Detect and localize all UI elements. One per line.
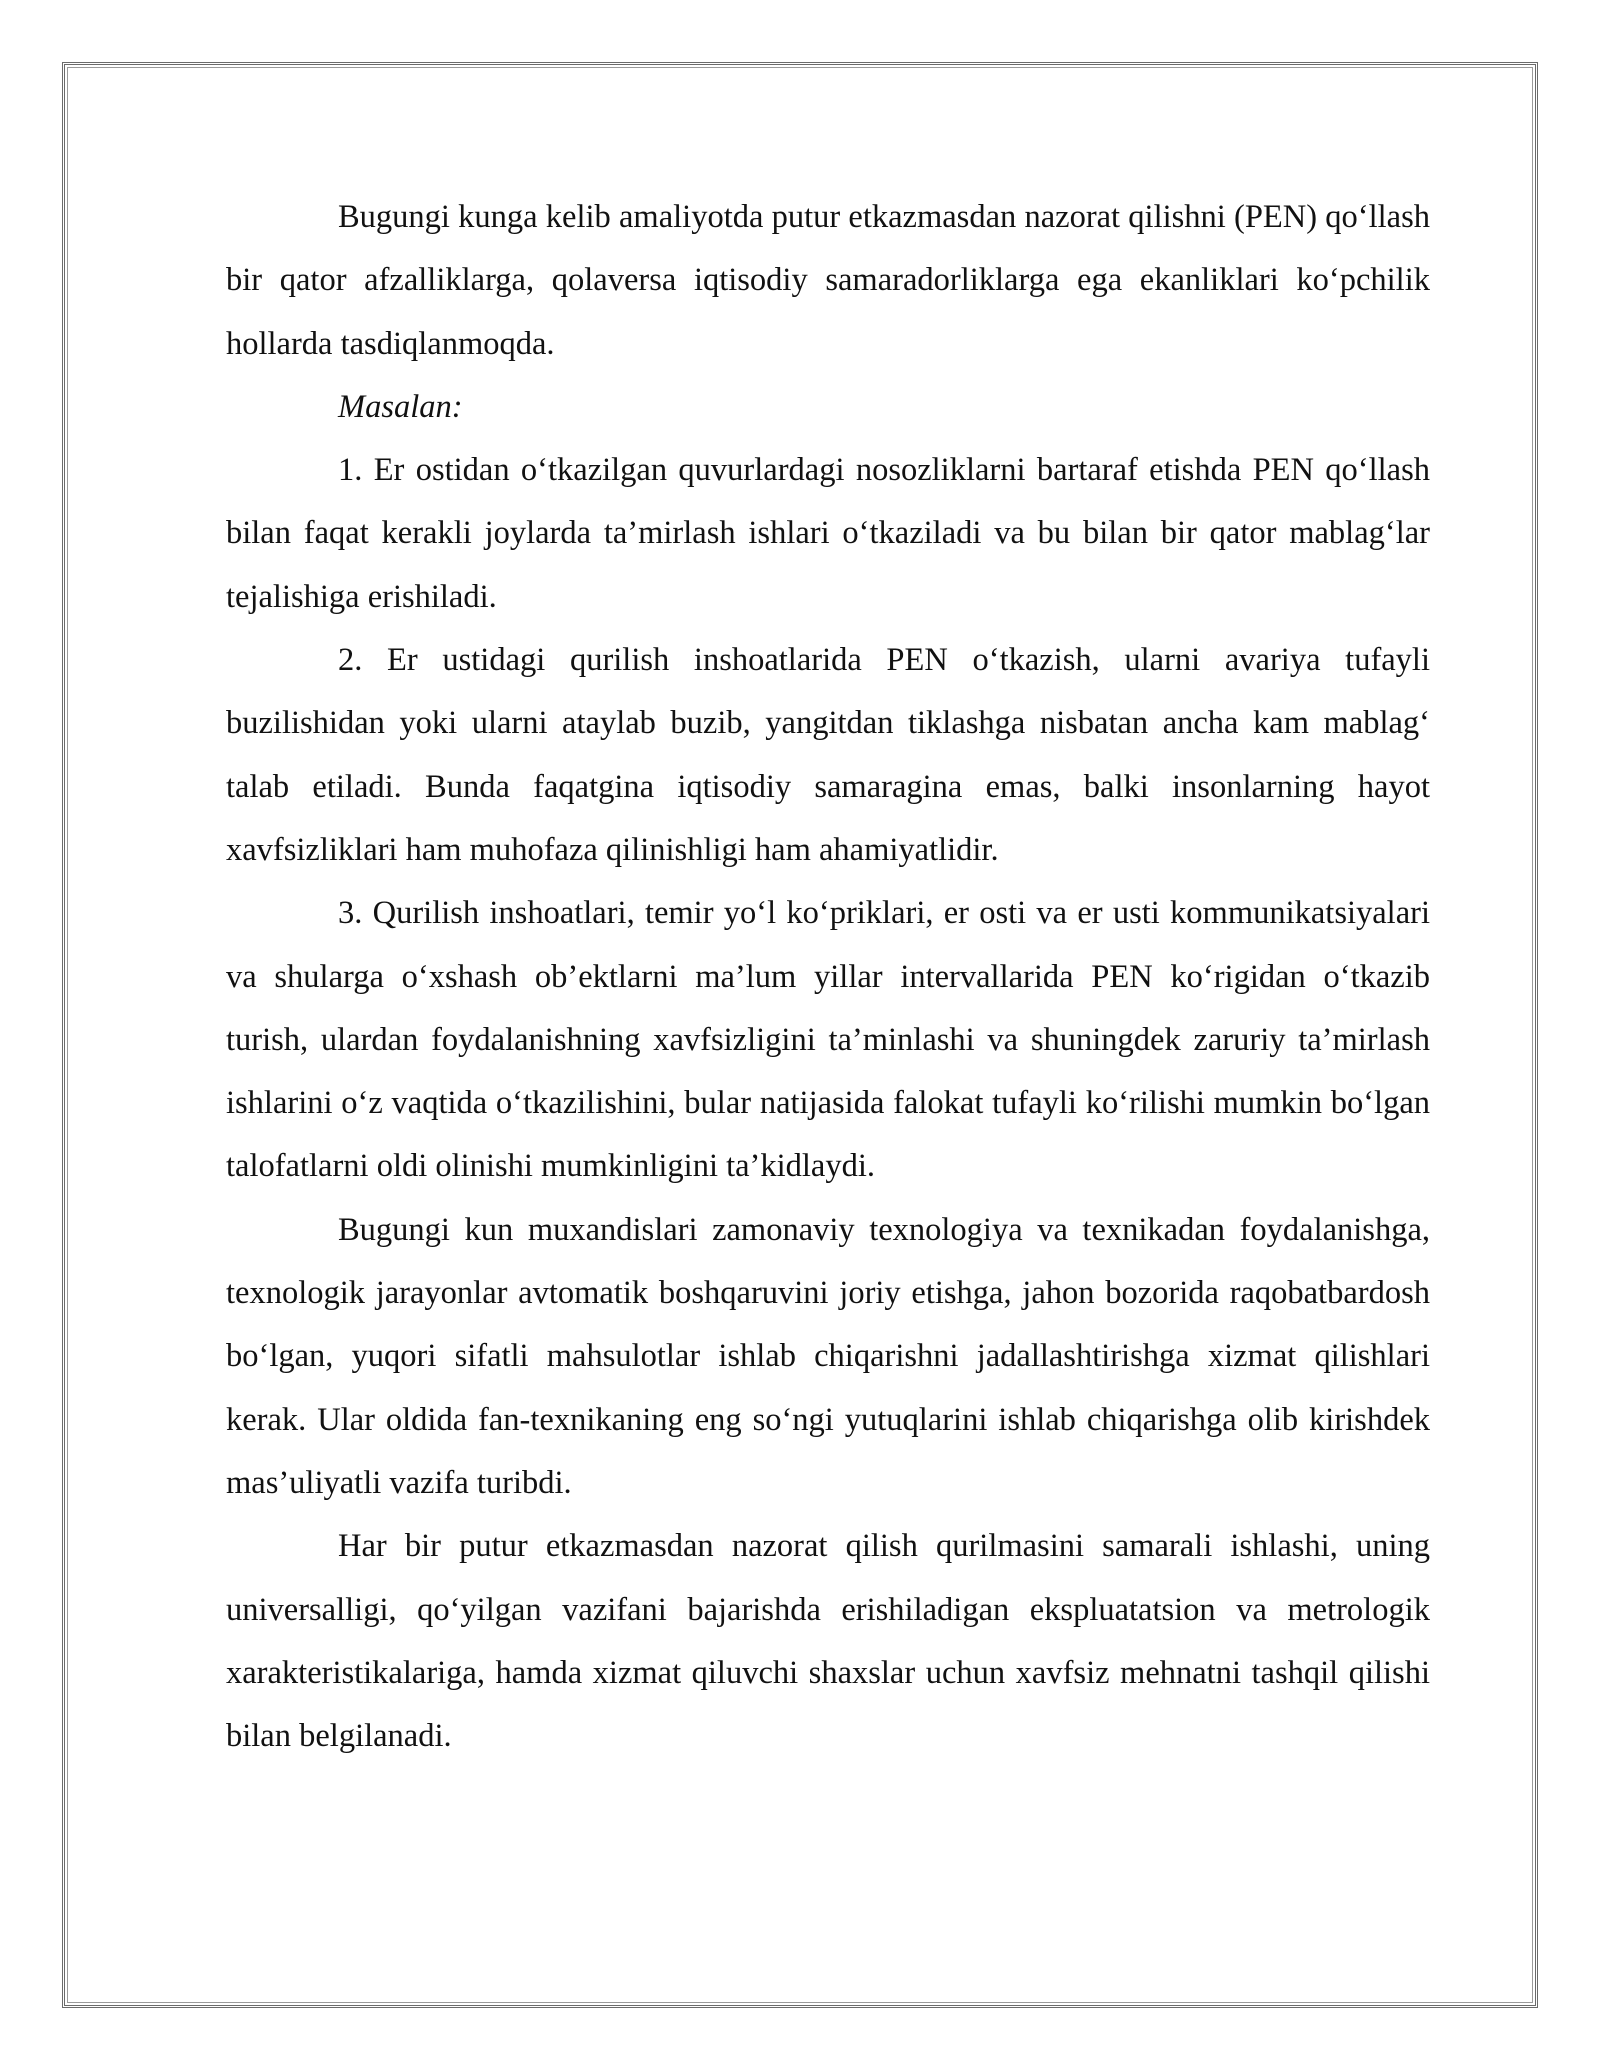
paragraph-conclusion: Har bir putur etkazmasdan nazorat qilish qurilmasini samarali ishlashi, uning universalligi, qo‘yilgan vazifani bajarishda erishiladigan ekspluatatsion va metrologik xarakteristikalariga, hamda xizmat qiluvchi shaxslar uchun xavfsiz mehnatni tashqil qilishi bilan belgilanadi. [226, 1528, 1430, 1755]
paragraph-item-2: 2. Er ustidagi qurilish inshoatlarida PEN o‘tkazish, ularni avariya tufayli buzilishidan yoki ularni ataylab buzib, yangitdan tiklashga nisbatan ancha kam mablag‘ talab etiladi. Bunda faqatgina iqtisodiy samaragina emas, balki insonlarning hayot xavfsizliklari ham muhofaza qilinishligi ham ahamiyatlidir. [226, 642, 1430, 868]
paragraph-intro: Bugungi kunga kelib amaliyotda putur etkazmasdan nazorat qilishni (PEN) qo‘llash bir qator afzalliklarga, qolaversa iqtisodiy samaradorliklarga ega ekanliklari ko‘pchilik hollarda tasdiqlanmoqda. [226, 199, 1430, 362]
document-body [226, 186, 1430, 1768]
paragraph-item-1: 1. Er ostidan o‘tkazilgan quvurlardagi nosozliklarni bartaraf etishda PEN qo‘llash bilan faqat kerakli joylarda ta’mirlash ishlari o‘tkaziladi va bu bilan bir qator mablag‘lar tejalishiga erishiladi. [226, 452, 1430, 615]
paragraph-example-heading: Masalan: [338, 388, 463, 425]
paragraph-engineers: Bugungi kun muxandislari zamonaviy texnologiya va texnikadan foydalanishga, texnologik jarayonlar avtomatik boshqaruvini joriy etishga, jahon bozorida raqobatbardosh bo‘lgan, yuqori sifatli mahsulotlar ishlab chiqarishni jadallashtirishga xizmat qilishlari kerak. Ular oldida fan-texnikaning eng so‘ngi yutuqlarini ishlab chiqarishga olib kirishdek mas’uliyatli vazifa turibdi. [226, 1211, 1430, 1501]
paragraph-item-3: 3. Qurilish inshoatlari, temir yo‘l ko‘priklari, er osti va er usti kommunikatsiyalari va shularga o‘xshash ob’ektlarni ma’lum yillar intervallarida PEN ko‘rigidan o‘tkazib turish, ulardan foydalanishning xavfsizligini ta’minlashi va shuningdek zaruriy ta’mirlash ishlarini o‘z vaqtida o‘tkazilishini, bular natijasida falokat tufayli ko‘rilishi mumkin bo‘lgan talofatlarni oldi olinishi mumkinligini ta’kidlaydi. [226, 895, 1430, 1185]
